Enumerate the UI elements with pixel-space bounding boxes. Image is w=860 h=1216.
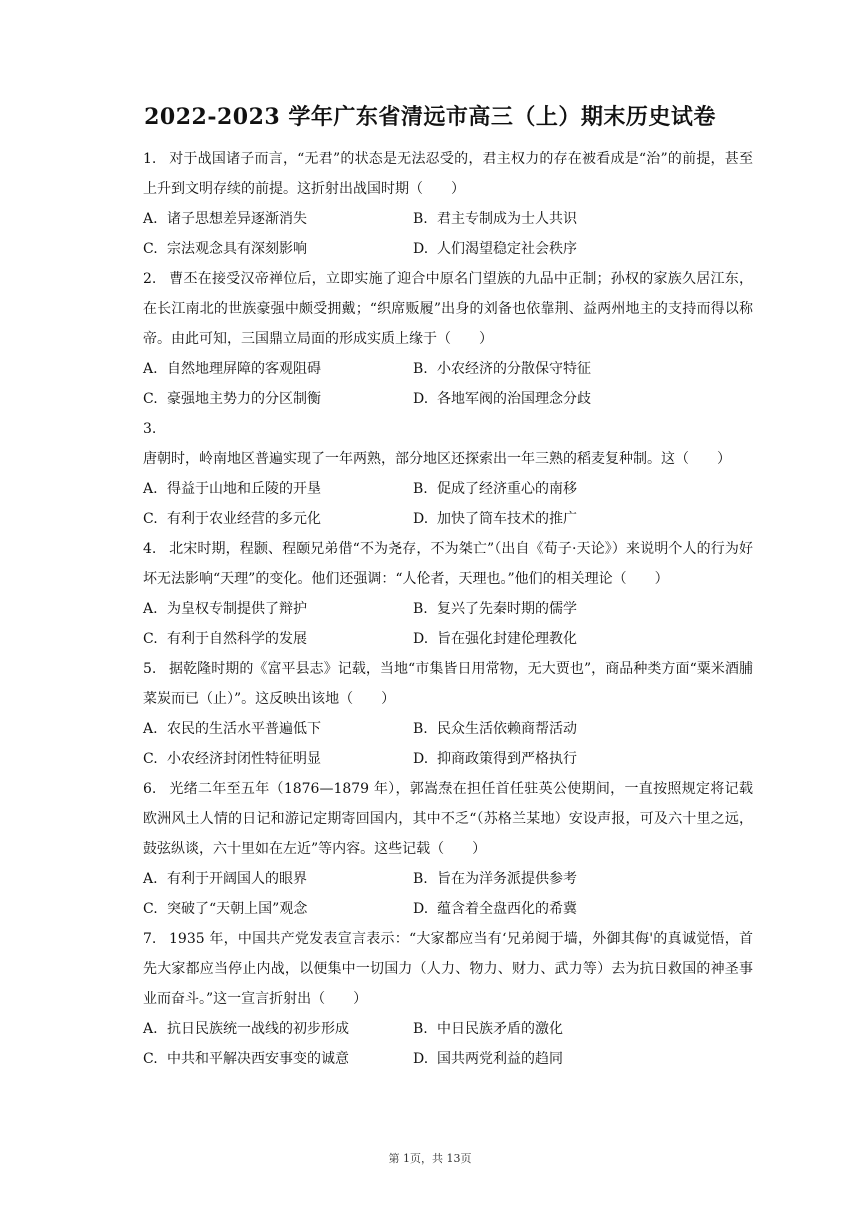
option-text: 得益于山地和丘陵的开垦	[167, 481, 321, 497]
options	[143, 354, 753, 414]
option-d	[413, 624, 753, 654]
option-c	[143, 234, 413, 264]
option-a	[143, 594, 413, 624]
option-text: 有利于自然科学的发展	[167, 631, 307, 647]
option-a	[143, 714, 413, 744]
question-stem	[143, 924, 753, 1014]
option-letter: C.	[143, 631, 158, 647]
options	[143, 1014, 753, 1074]
options	[143, 864, 753, 924]
options	[143, 594, 753, 654]
option-letter: B.	[413, 601, 428, 617]
option-letter: B.	[413, 871, 428, 887]
option-b	[413, 864, 753, 894]
option-letter: A.	[143, 1021, 158, 1037]
option-b	[413, 474, 753, 504]
option-letter: A.	[143, 361, 158, 377]
option-a	[143, 204, 413, 234]
option-letter: A.	[143, 721, 158, 737]
option-text: 旨在为洋务派提供参考	[437, 871, 577, 887]
option-text: 豪强地主势力的分区制衡	[167, 391, 321, 407]
option-letter: D.	[413, 1051, 429, 1067]
question-number: 5.	[143, 661, 157, 677]
option-letter: C.	[143, 901, 158, 917]
question-text: 光绪二年至五年（1876—1879 年），郭嵩焘在担任首任驻英公使期间，一直按照规定将记载欧洲风土人情的日记和游记定期寄回国内，其中不乏“（苏格兰某地）安设声报，可及六十里之远，鼓弦纵谈，六十里如在左近”等内容。这些记载（ ）	[143, 781, 753, 857]
option-letter: C.	[143, 241, 158, 257]
option-letter: C.	[143, 391, 158, 407]
question-item	[143, 924, 753, 1074]
option-a	[143, 864, 413, 894]
option-text: 促成了经济重心的南移	[437, 481, 577, 497]
option-text: 旨在强化封建伦理教化	[437, 631, 577, 647]
option-letter: D.	[413, 631, 429, 647]
option-text: 宗法观念具有深刻影响	[167, 241, 307, 257]
question-stem	[143, 654, 753, 714]
option-text: 有利于农业经营的多元化	[167, 511, 321, 527]
option-text: 突破了“天朝上国”观念	[167, 901, 308, 917]
option-letter: D.	[413, 391, 429, 407]
option-letter: B.	[413, 211, 428, 227]
option-letter: A.	[143, 211, 158, 227]
option-c	[143, 894, 413, 924]
option-text: 人们渴望稳定社会秩序	[437, 241, 577, 257]
question-number: 7.	[143, 931, 157, 947]
question-item	[143, 774, 753, 924]
question-list	[143, 144, 753, 1074]
question-text: 据乾隆时期的《富平县志》记载，当地“市集皆日用常物，无大贾也”，商品种类方面“粟米酒脯菜炭而已（止）”。这反映出该地（ ）	[143, 661, 753, 707]
question-text: 唐朝时，岭南地区普遍实现了一年两熟，部分地区还探索出一年三熟的稻麦复种制。这（ ）	[143, 451, 731, 467]
option-d	[413, 504, 753, 534]
question-number: 2.	[143, 271, 157, 287]
option-text: 抑商政策得到严格执行	[437, 751, 577, 767]
option-b	[413, 594, 753, 624]
options	[143, 474, 753, 534]
question-item	[143, 144, 753, 264]
option-letter: D.	[413, 751, 429, 767]
option-d	[413, 384, 753, 414]
question-stem	[143, 774, 753, 864]
option-text: 中日民族矛盾的激化	[437, 1021, 563, 1037]
question-number: 4.	[143, 541, 157, 557]
question-stem	[143, 534, 753, 594]
question-stem	[143, 414, 753, 474]
option-letter: A.	[143, 601, 158, 617]
option-letter: D.	[413, 901, 429, 917]
option-text: 农民的生活水平普遍低下	[167, 721, 321, 737]
option-text: 蕴含着全盘西化的希冀	[437, 901, 577, 917]
option-letter: B.	[413, 481, 428, 497]
option-d	[413, 744, 753, 774]
option-text: 民众生活依赖商帮活动	[437, 721, 577, 737]
options	[143, 714, 753, 774]
question-number: 3.	[143, 421, 157, 437]
option-c	[143, 504, 413, 534]
option-letter: D.	[413, 511, 429, 527]
option-letter: C.	[143, 511, 158, 527]
option-text: 各地军阀的治国理念分歧	[437, 391, 591, 407]
option-text: 有利于开阔国人的眼界	[167, 871, 307, 887]
question-text: 曹丕在接受汉帝禅位后，立即实施了迎合中原名门望族的九品中正制；孙权的家族久居江东，在长江南北的世族豪强中颇受拥戴；“织席贩履”出身的刘备也依靠荆、益两州地主的支持而得以称帝。由此可知，三国鼎立局面的形成实质上缘于（ ）	[143, 271, 753, 347]
option-c	[143, 744, 413, 774]
option-text: 国共两党利益的趋同	[437, 1051, 563, 1067]
question-number: 1.	[143, 151, 157, 167]
option-text: 自然地理屏障的客观阻碍	[167, 361, 321, 377]
option-text: 加快了筒车技术的推广	[437, 511, 577, 527]
option-d	[413, 234, 753, 264]
question-item	[143, 264, 753, 414]
option-b	[413, 714, 753, 744]
option-letter: B.	[413, 361, 428, 377]
option-a	[143, 1014, 413, 1044]
option-d	[413, 1044, 753, 1074]
question-text: 1935 年，中国共产党发表宣言表示：“大家都应当有‘兄弟阋于墙，外御其侮'的真诚觉悟，首先大家都应当停止内战，以便集中一切国力（人力、物力、财力、武力等）去为抗日救国的神圣事业而奋斗。”这一宣言折射出（ ）	[143, 931, 753, 1007]
option-text: 中共和平解决西安事变的诚意	[167, 1051, 349, 1067]
option-letter: C.	[143, 751, 158, 767]
question-text: 对于战国诸子而言，“无君”的状态是无法忍受的，君主权力的存在被看成是“治”的前提，甚至上升到文明存续的前提。这折射出战国时期（ ）	[143, 151, 753, 197]
question-stem	[143, 264, 753, 354]
question-text: 北宋时期，程颢、程颐兄弟借“不为尧存，不为桀亡”（出自《荀子·天论》）来说明个人的行为好坏无法影响“天理”的变化。他们还强调：“人伦者，天理也。”他们的相关理论（ ）	[143, 541, 753, 587]
option-letter: A.	[143, 481, 158, 497]
question-item	[143, 414, 753, 534]
option-text: 小农经济的分散保守特征	[437, 361, 591, 377]
question-number: 6.	[143, 781, 157, 797]
option-text: 诸子思想差异逐渐消失	[167, 211, 307, 227]
option-text: 君主专制成为士人共识	[437, 211, 577, 227]
page-title: 2022-2023 学年广东省清远市高三（上）期末历史试卷	[144, 104, 716, 130]
question-stem	[143, 144, 753, 204]
option-c	[143, 1044, 413, 1074]
option-letter: B.	[413, 1021, 428, 1037]
option-letter: A.	[143, 871, 158, 887]
option-a	[143, 474, 413, 504]
option-text: 为皇权专制提供了辩护	[167, 601, 307, 617]
option-c	[143, 384, 413, 414]
option-b	[413, 1014, 753, 1044]
option-c	[143, 624, 413, 654]
option-letter: D.	[413, 241, 429, 257]
options	[143, 204, 753, 264]
option-b	[413, 354, 753, 384]
option-letter: B.	[413, 721, 428, 737]
option-d	[413, 894, 753, 924]
question-item	[143, 654, 753, 774]
option-text: 小农经济封闭性特征明显	[167, 751, 321, 767]
option-b	[413, 204, 753, 234]
question-item	[143, 534, 753, 654]
option-a	[143, 354, 413, 384]
option-letter: C.	[143, 1051, 158, 1067]
page-footer: 第 1页，共 13页	[388, 1152, 472, 1165]
option-text: 抗日民族统一战线的初步形成	[167, 1021, 349, 1037]
option-text: 复兴了先秦时期的儒学	[437, 601, 577, 617]
